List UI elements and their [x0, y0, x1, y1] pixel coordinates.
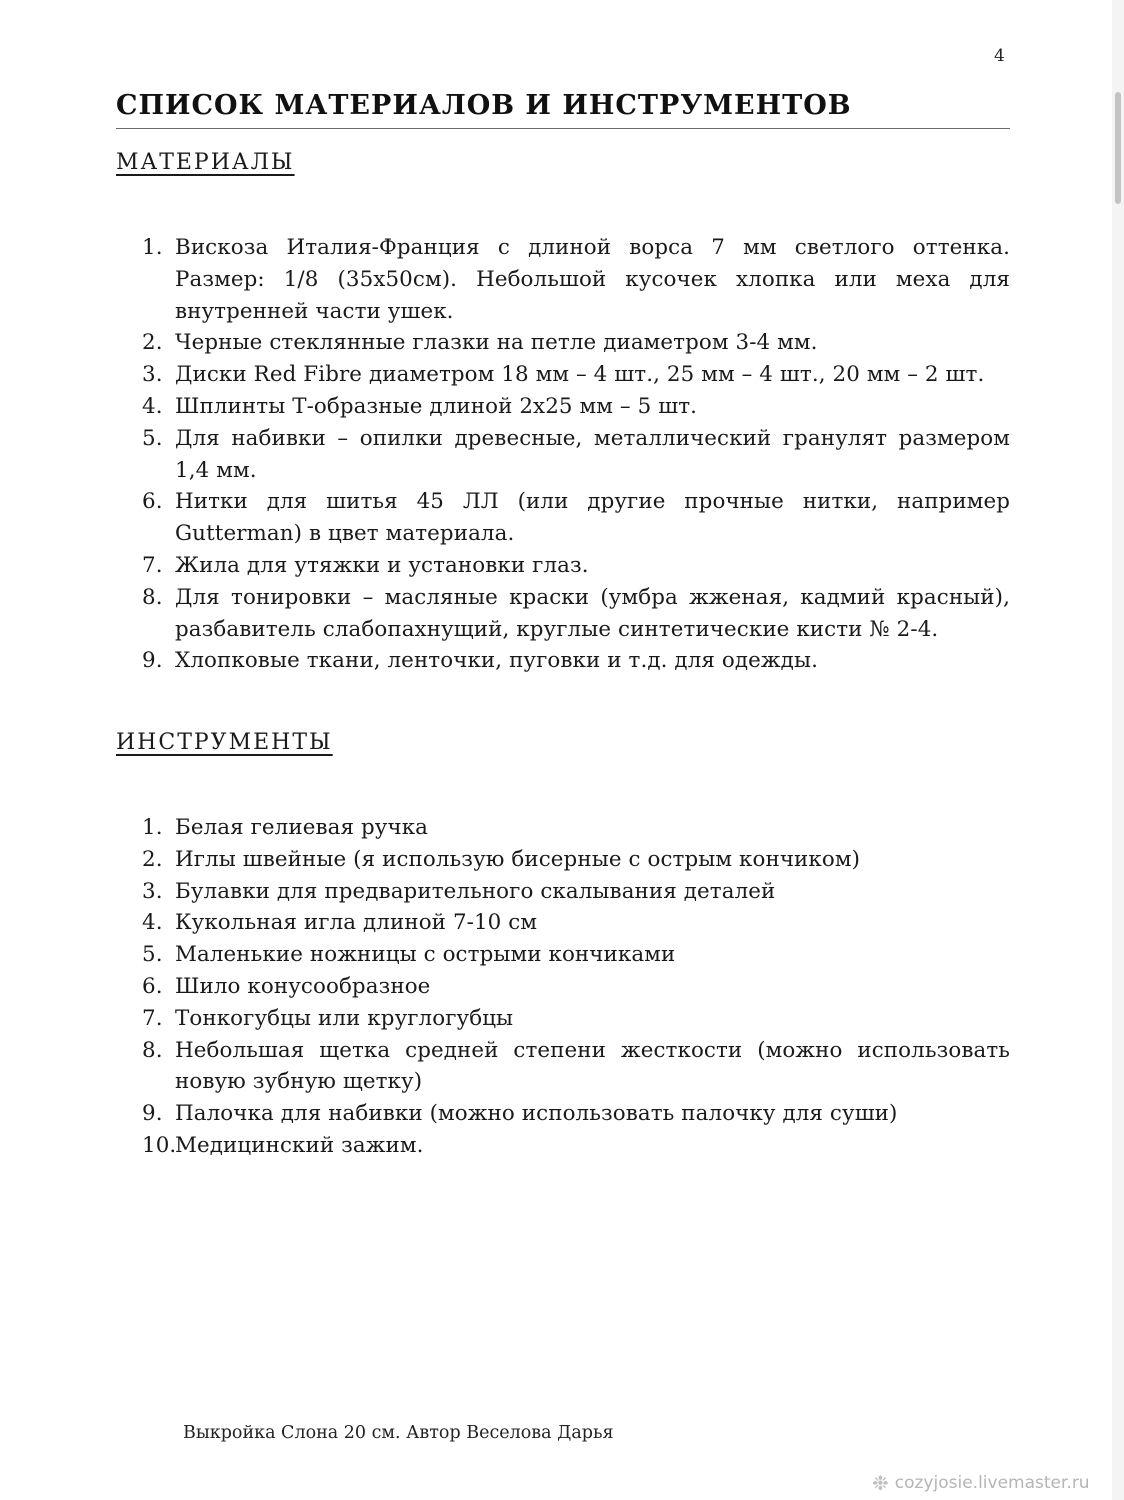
list-item-text: Черные стеклянные глазки на петле диаметром 3-4 мм. [175, 330, 818, 356]
list-item [0, 876, 1010, 908]
list-item [0, 359, 1010, 391]
list-item-text: Кукольная игла длиной 7-10 см [175, 910, 538, 936]
list-item [0, 327, 1010, 359]
list-item-number: 6. [142, 973, 163, 999]
list-item [0, 1130, 1010, 1162]
list-item-text: Хлопковые ткани, ленточки, пуговки и т.д. для одежды. [175, 648, 818, 674]
list-item-number: 10. [142, 1132, 177, 1158]
list-item-text: Небольшая щетка средней степени жесткости (можно использовать новую зубную щетку) [175, 1037, 1010, 1095]
list-item-text: Диски Red Fibre диаметром 18 мм – 4 шт., 25 мм – 4 шт., 20 мм – 2 шт. [175, 362, 985, 388]
title-underline-rule [116, 128, 1010, 129]
list-item-number: 2. [142, 330, 163, 356]
list-item-number: 3. [142, 362, 163, 388]
list-item [0, 550, 1010, 582]
list-item-text: Шплинты Т-образные длиной 2х25 мм – 5 шт. [175, 393, 698, 419]
list-item [0, 812, 1010, 844]
list-item-text: Булавки для предварительного скалывания деталей [175, 878, 776, 904]
list-item [0, 1003, 1010, 1035]
page-number: 4 [994, 46, 1005, 66]
list-item-text: Для тонировки – масляные краски (умбра жженая, кадмий красный), разбавитель слабопахнущий, круглые синтетические кисти № 2-4. [175, 584, 1010, 642]
list-item-number: 1. [142, 235, 163, 260]
list-item [0, 907, 1010, 939]
list-item-text: Медицинский зажим. [175, 1132, 424, 1158]
list-item-text: Маленькие ножницы с острыми кончиками [175, 942, 676, 968]
list-item-number: 4. [142, 910, 163, 936]
scrollbar-thumb[interactable] [1115, 92, 1121, 204]
list-item [0, 582, 1010, 646]
list-item-text: Иглы швейные (я использую бисерные с острым кончиком) [175, 846, 861, 872]
list-item-number: 5. [142, 942, 163, 968]
list-item [0, 971, 1010, 1003]
list-item [0, 232, 1010, 327]
list-item [0, 1098, 1010, 1130]
list-item-number: 1. [142, 815, 163, 840]
list-item [0, 486, 1010, 550]
list-item-text: Жила для утяжки и установки глаз. [175, 552, 589, 578]
list-item-number: 8. [142, 1037, 163, 1063]
list-item-number: 9. [142, 1101, 163, 1127]
watermark [872, 1471, 1090, 1495]
list-item [0, 423, 1010, 487]
materials-heading: МАТЕРИАЛЫ [116, 150, 295, 175]
list-item [0, 844, 1010, 876]
tools-list [0, 812, 1010, 1162]
page-footer: Выкройка Слона 20 см. Автор Веселова Дарья [183, 1423, 614, 1443]
list-item-number: 9. [142, 648, 163, 674]
list-item-text: Шило конусообразное [175, 973, 431, 999]
list-item-number: 7. [142, 1005, 163, 1031]
list-item-number: 5. [142, 425, 163, 451]
materials-list [0, 232, 1010, 677]
list-item-text: Палочка для набивки (можно использовать палочку для суши) [175, 1101, 898, 1127]
list-item-text: Белая гелиевая ручка [175, 815, 429, 840]
list-item-text: Для набивки – опилки древесные, металлический гранулят размером 1,4 мм. [175, 425, 1010, 483]
list-item [0, 391, 1010, 423]
list-item-number: 4. [142, 393, 163, 419]
list-item-number: 6. [142, 489, 163, 515]
vertical-scrollbar[interactable] [1112, 0, 1124, 1500]
list-item-number: 8. [142, 584, 163, 610]
list-item-text: Вискоза Италия-Франция с длиной ворса 7 мм светлого оттенка. Размер: 1/8 (35х50см). Небольшой кусочек хлопка или меха для внутренней части ушек. [175, 235, 1010, 324]
document-title: СПИСОК МАТЕРИАЛОВ И ИНСТРУМЕНТОВ [116, 90, 852, 121]
watermark-text: cozyjosie.livemaster.ru [894, 1473, 1090, 1493]
list-item [0, 939, 1010, 971]
list-item-number: 2. [142, 846, 163, 872]
list-item-number: 3. [142, 878, 163, 904]
list-item-text: Нитки для шитья 45 ЛЛ (или другие прочные нитки, например Gutterman) в цвет материала. [175, 489, 1010, 547]
list-item [0, 645, 1010, 677]
list-item [0, 1035, 1010, 1099]
list-item-number: 7. [142, 552, 163, 578]
list-item-text: Тонкогубцы или круглогубцы [175, 1005, 514, 1031]
snowflake-icon: ❉ [872, 1471, 889, 1495]
tools-heading: ИНСТРУМЕНТЫ [116, 730, 333, 755]
